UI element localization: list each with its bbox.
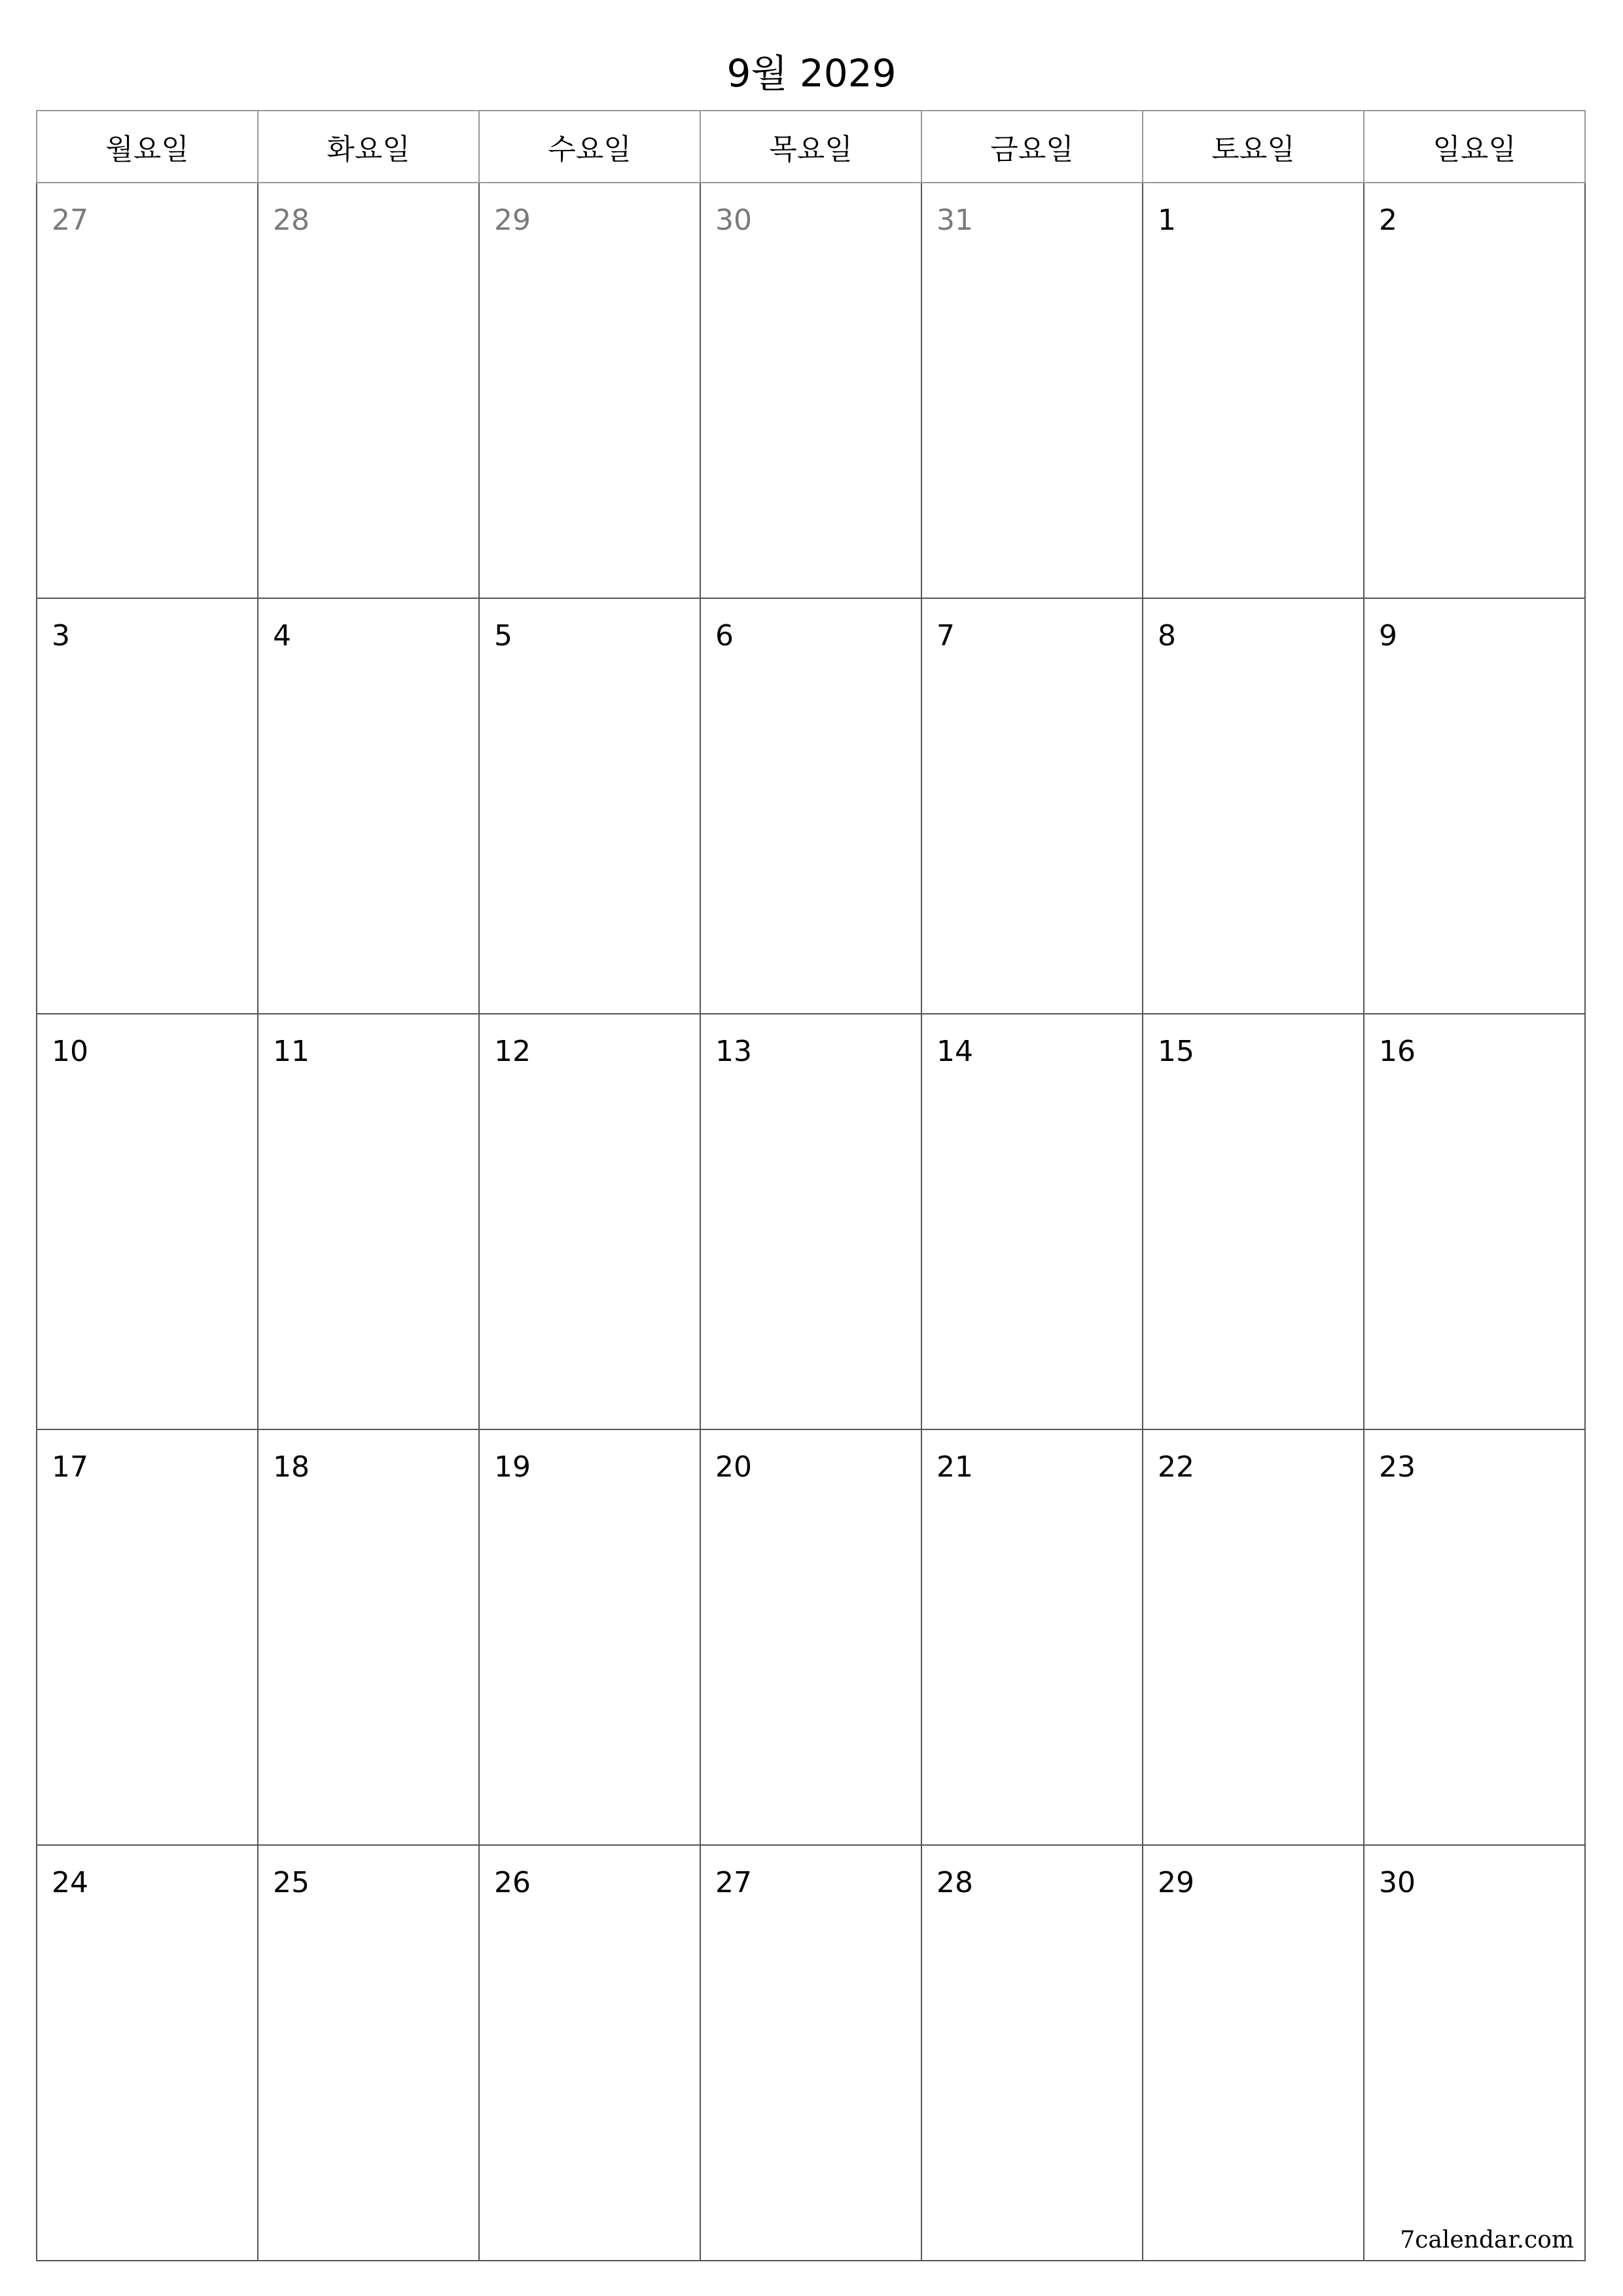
day-cell[interactable]: [479, 1429, 700, 1845]
weekday-header: 토요일: [1143, 111, 1364, 183]
day-cell[interactable]: [37, 183, 258, 598]
weekday-header: 수요일: [479, 111, 700, 183]
day-cell[interactable]: [479, 1014, 700, 1429]
day-number: 18: [273, 1450, 310, 1484]
day-number: 2: [1379, 204, 1397, 237]
weekday-header: 목요일: [700, 111, 921, 183]
week-row: [37, 1845, 1585, 2261]
day-cell[interactable]: [1143, 598, 1364, 1014]
day-number: 23: [1379, 1450, 1416, 1484]
day-number: 28: [936, 1866, 973, 1899]
day-number: 5: [494, 619, 512, 653]
day-cell[interactable]: [258, 1014, 479, 1429]
day-number-other-month: 30: [715, 204, 752, 237]
day-number: 8: [1158, 619, 1176, 653]
day-cell[interactable]: [700, 1014, 921, 1429]
day-cell[interactable]: [700, 598, 921, 1014]
day-cell[interactable]: [479, 598, 700, 1014]
day-cell[interactable]: [700, 1429, 921, 1845]
day-number: 17: [52, 1450, 88, 1484]
day-number: 29: [1158, 1866, 1194, 1899]
day-number: 26: [494, 1866, 531, 1899]
day-number: 21: [936, 1450, 973, 1484]
week-row: [37, 1429, 1585, 1845]
day-cell[interactable]: [921, 1014, 1143, 1429]
day-cell[interactable]: [1143, 1429, 1364, 1845]
week-row: [37, 1014, 1585, 1429]
day-number: 24: [52, 1866, 88, 1899]
day-number: 27: [715, 1866, 752, 1899]
month-calendar-grid: [36, 110, 1586, 2261]
day-number: 13: [715, 1035, 752, 1068]
day-number: 10: [52, 1035, 88, 1068]
day-number: 14: [936, 1035, 973, 1068]
day-cell[interactable]: [921, 1845, 1143, 2261]
day-number: 12: [494, 1035, 531, 1068]
day-number: 20: [715, 1450, 752, 1484]
day-cell[interactable]: [479, 183, 700, 598]
day-number: 6: [715, 619, 734, 653]
weekday-header: 일요일: [1364, 111, 1585, 183]
day-cell[interactable]: [1143, 1845, 1364, 2261]
day-cell[interactable]: [1364, 1014, 1585, 1429]
day-number: 9: [1379, 619, 1397, 653]
day-cell[interactable]: [1364, 183, 1585, 598]
day-number-other-month: 29: [494, 204, 531, 237]
day-cell[interactable]: [921, 598, 1143, 1014]
week-row: [37, 183, 1585, 598]
day-number-other-month: 27: [52, 204, 88, 237]
day-cell[interactable]: [700, 183, 921, 598]
day-number: 16: [1379, 1035, 1416, 1068]
weekday-header: 월요일: [37, 111, 258, 183]
weekday-header-row: [37, 111, 1585, 183]
day-cell[interactable]: [37, 598, 258, 1014]
week-row: [37, 598, 1585, 1014]
weekday-header: 금요일: [921, 111, 1143, 183]
day-cell[interactable]: [1364, 1845, 1585, 2261]
site-credit: 7calendar.com: [1400, 2227, 1574, 2253]
day-cell[interactable]: [37, 1429, 258, 1845]
day-cell[interactable]: [921, 1429, 1143, 1845]
day-number: 15: [1158, 1035, 1194, 1068]
day-cell[interactable]: [258, 1845, 479, 2261]
day-cell[interactable]: [258, 183, 479, 598]
day-number: 4: [273, 619, 291, 653]
day-number: 30: [1379, 1866, 1416, 1899]
day-cell[interactable]: [258, 1429, 479, 1845]
day-number: 7: [936, 619, 955, 653]
day-number: 19: [494, 1450, 531, 1484]
day-cell[interactable]: [700, 1845, 921, 2261]
day-cell[interactable]: [479, 1845, 700, 2261]
day-number: 1: [1158, 204, 1176, 237]
day-number: 3: [52, 619, 70, 653]
calendar-weeks: [37, 183, 1585, 2261]
day-cell[interactable]: [1364, 1429, 1585, 1845]
day-cell[interactable]: [37, 1014, 258, 1429]
day-number-other-month: 28: [273, 204, 310, 237]
day-number: 22: [1158, 1450, 1194, 1484]
weekday-header: 화요일: [258, 111, 479, 183]
day-cell[interactable]: [258, 598, 479, 1014]
day-number: 11: [273, 1035, 310, 1068]
day-cell[interactable]: [1143, 183, 1364, 598]
day-cell[interactable]: [1364, 598, 1585, 1014]
day-cell[interactable]: [921, 183, 1143, 598]
day-cell[interactable]: [1143, 1014, 1364, 1429]
calendar-title: 9월 2029: [726, 51, 897, 96]
day-cell[interactable]: [37, 1845, 258, 2261]
day-number-other-month: 31: [936, 204, 973, 237]
day-number: 25: [273, 1866, 310, 1899]
